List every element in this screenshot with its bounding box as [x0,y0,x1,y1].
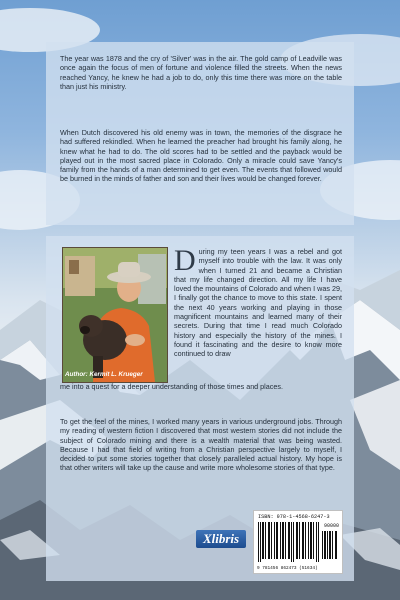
price-code: 90000 [323,523,339,529]
author-photo [62,247,168,383]
author-bio-paragraph [174,244,342,359]
author-bio-paragraph-2: To get the feel of the mines, I worked many years in various underground jobs. Through my reading of western fiction I discovered that most western stories did not include the subject of Colorado mining and there is a wealth material that was being wasted. Because I had that field of writing from a Christian perspective largely to myself, I decided to put some stories together that closely paralleled actual history. My hope is that other writers will take up the cause and write more wholesome stories of that type. [60,417,342,473]
drop-cap: D [174,244,196,277]
author-photo-image [63,248,167,382]
barcode-digits: 9 781456 862473 (51634) [257,566,318,571]
synopsis-paragraph-2: When Dutch discovered his old enemy was in town, the memories of the disgrace he had suffered rekindled. When he learned the preacher had brought his family along, he knew what he had to do. The old scores had to be settled and the payback would be played out in the most sacred place in Colorado. Only a miracle could save Yancy's family from the hands of a man determined to get even. The events that followed would be burned in the minds of father and son and their lives would be changed forever. [60,128,342,184]
author-bio-continuation: me into a quest for a deeper understanding of those times and places. [60,382,283,391]
isbn-text: ISBN: 978-1-4568-6247-3 [258,514,330,520]
author-bio-text: uring my teen years I was a rebel and got myself into trouble with the law. It was only when I turned 21 and became a Christian that my life changed direction. All my life I have loved the mountains of Colorado and when I was 29, I finally got the chance to move to this state. I spent the next 40 years working and playing in those magnificent mountains and learned many of their secrets. During that time I read much Colorado history and especially the history of the mines. I found it fascinating and the desire to know more continued to draw [174,247,342,359]
synopsis-paragraph-1: The year was 1878 and the cry of 'Silver' was in the air. The gold camp of Leadville was once again the focus of men of fortune and violence filled the streets. When the news reached Yancy, he knew he had a job to do, only this time there was more on the table than just his ministry. [60,54,342,91]
publisher-logo: Xlibris [196,530,246,548]
barcode-graphic [254,511,342,573]
barcode-box [253,510,343,574]
photo-caption: Author: Kermit L. Krueger [65,371,143,378]
